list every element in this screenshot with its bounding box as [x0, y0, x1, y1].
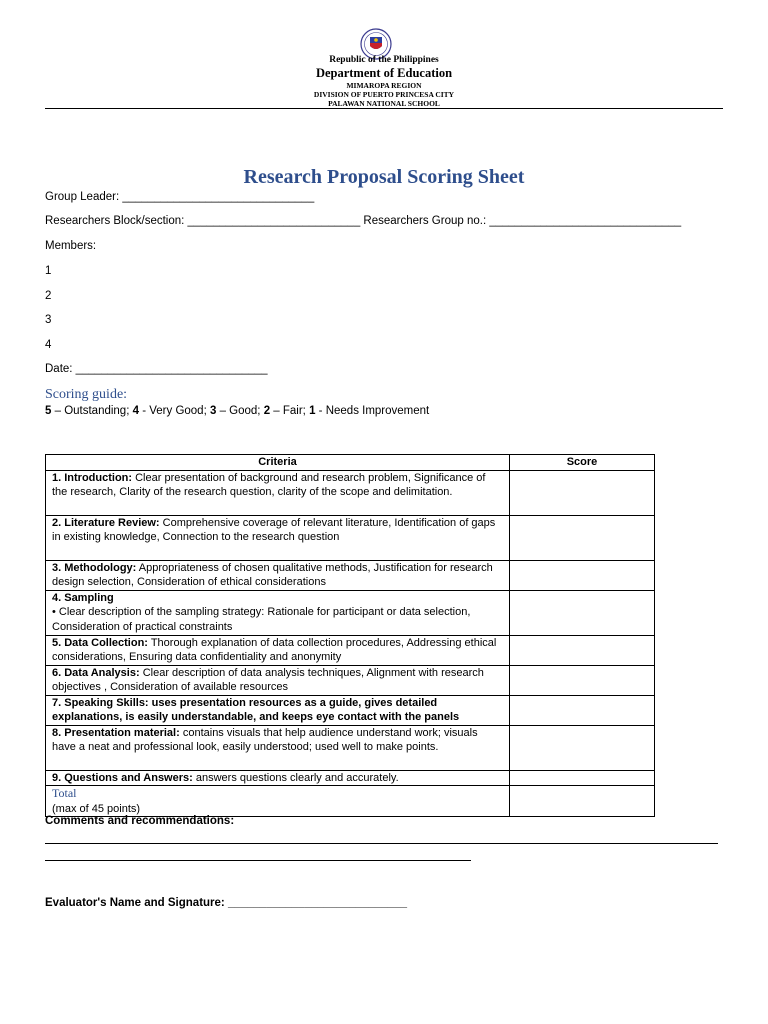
criterion-title: 3. Methodology:: [52, 561, 137, 574]
score-cell[interactable]: [510, 695, 655, 725]
criterion-title: 8. Presentation material:: [52, 726, 180, 739]
criterion-description: • Clear description of the sampling strategy: Rationale for participant or data selection, Consideration of practical constraints: [52, 606, 471, 633]
criteria-cell: [46, 515, 510, 560]
page-title: Research Proposal Scoring Sheet: [243, 166, 525, 188]
scale-label: – Fair;: [270, 405, 310, 417]
criteria-cell: [46, 665, 510, 695]
total-label: Total: [52, 786, 77, 800]
block-section-field: Researchers Block/section: ___________________________ Researchers Group no.: ______________________________: [45, 215, 682, 227]
member-number: 2: [45, 290, 52, 302]
criteria-cell: [46, 635, 510, 665]
header-school: PALAWAN NATIONAL SCHOOL: [328, 99, 440, 108]
comment-line[interactable]: [45, 860, 471, 861]
criterion-description: Clear description of data analysis techniques, Alignment with research objectives , Consideration of available resources: [52, 666, 484, 693]
members-label: Members:: [45, 240, 97, 252]
table-row: [46, 560, 655, 590]
score-cell[interactable]: [510, 665, 655, 695]
scale-number: 3: [209, 405, 217, 417]
evaluator-signature-field: Evaluator's Name and Signature: ____________________________: [45, 897, 408, 909]
header-department: Department of Education: [315, 66, 453, 80]
total-row: [46, 786, 655, 817]
criterion-title: 7. Speaking Skills: uses presentation resources as a guide, gives detailed explanations, is easily understandable, and keeps eye contact with the panels: [52, 696, 460, 723]
criterion-title: 4. Sampling: [52, 591, 114, 604]
date-field: Date: ______________________________: [45, 363, 268, 375]
criteria-header: Criteria: [46, 455, 510, 471]
criterion-title: 5. Data Collection:: [52, 636, 148, 649]
scale-label: – Outstanding;: [51, 405, 133, 417]
scoring-guide-heading: Scoring guide:: [45, 387, 128, 402]
criterion-description: answers questions clearly and accurately.: [192, 771, 399, 784]
scale-label: - Very Good;: [139, 405, 210, 417]
total-score-cell[interactable]: [510, 786, 655, 817]
scale-number: 1: [309, 405, 316, 417]
table-row: [46, 470, 655, 515]
group-leader-field: Group Leader: ______________________________: [45, 191, 315, 203]
scoring-table: [45, 454, 655, 817]
table-row: [46, 770, 655, 786]
criterion-description: Clear presentation of background and research problem, Significance of the research, Clarity of the research question, clarity of the scope and delimitation.: [52, 471, 486, 498]
total-note: (max of 45 points): [52, 802, 141, 815]
header-divider: [45, 108, 723, 109]
score-cell[interactable]: [510, 725, 655, 770]
scoring-guide-scale: [45, 405, 429, 417]
criterion-description: contains visuals that help audience understand work; visuals have a neat and professional look, easily understood; used well to make points.: [52, 726, 478, 753]
criteria-cell: [46, 470, 510, 515]
criterion-title: 2. Literature Review:: [52, 516, 160, 529]
header-division: DIVISION OF PUERTO PRINCESA CITY: [313, 90, 455, 99]
scale-label: – Good;: [216, 405, 264, 417]
member-number: 3: [45, 314, 52, 326]
table-row: [46, 515, 655, 560]
table-row: [46, 695, 655, 725]
comments-label: Comments and recommendations:: [45, 815, 235, 827]
criteria-cell: [46, 725, 510, 770]
criterion-title: 1. Introduction:: [52, 471, 133, 484]
score-cell[interactable]: [510, 515, 655, 560]
criterion-title: 9. Questions and Answers:: [52, 771, 193, 784]
header-region: MIMAROPA REGION: [346, 81, 422, 90]
table-row: [46, 665, 655, 695]
comment-line[interactable]: [45, 843, 718, 844]
score-cell[interactable]: [510, 560, 655, 590]
criteria-cell: [46, 560, 510, 590]
header-republic: Republic of the Philippines: [329, 55, 439, 65]
score-cell[interactable]: [510, 635, 655, 665]
criteria-cell: [46, 590, 510, 635]
table-row: [46, 590, 655, 635]
scale-number: 4: [132, 405, 140, 417]
score-cell[interactable]: [510, 470, 655, 515]
criterion-description: Appropriateness of chosen qualitative methods, Justification for research design selection, Consideration of ethical considerations: [52, 561, 493, 588]
criterion-description: Comprehensive coverage of relevant literature, Identification of gaps in existing knowledge, Connection to the research question: [52, 516, 496, 543]
score-cell[interactable]: [510, 590, 655, 635]
criteria-cell: [46, 770, 510, 786]
criterion-description: Thorough explanation of data collection procedures, Addressing ethical considerations, Ensuring data confidentiality and anonymity: [52, 636, 497, 663]
scale-number: 2: [263, 405, 271, 417]
score-cell[interactable]: [510, 770, 655, 786]
criterion-title: 6. Data Analysis:: [52, 666, 140, 679]
total-cell: [46, 786, 510, 817]
score-header: Score: [510, 455, 655, 471]
scale-number: 5: [45, 405, 52, 417]
criteria-cell: [46, 695, 510, 725]
scale-label: - Needs Improvement: [315, 405, 430, 417]
table-header-row: [46, 455, 655, 471]
table-row: [46, 635, 655, 665]
table-row: [46, 725, 655, 770]
member-number: 4: [45, 339, 52, 351]
member-number: 1: [45, 265, 52, 277]
